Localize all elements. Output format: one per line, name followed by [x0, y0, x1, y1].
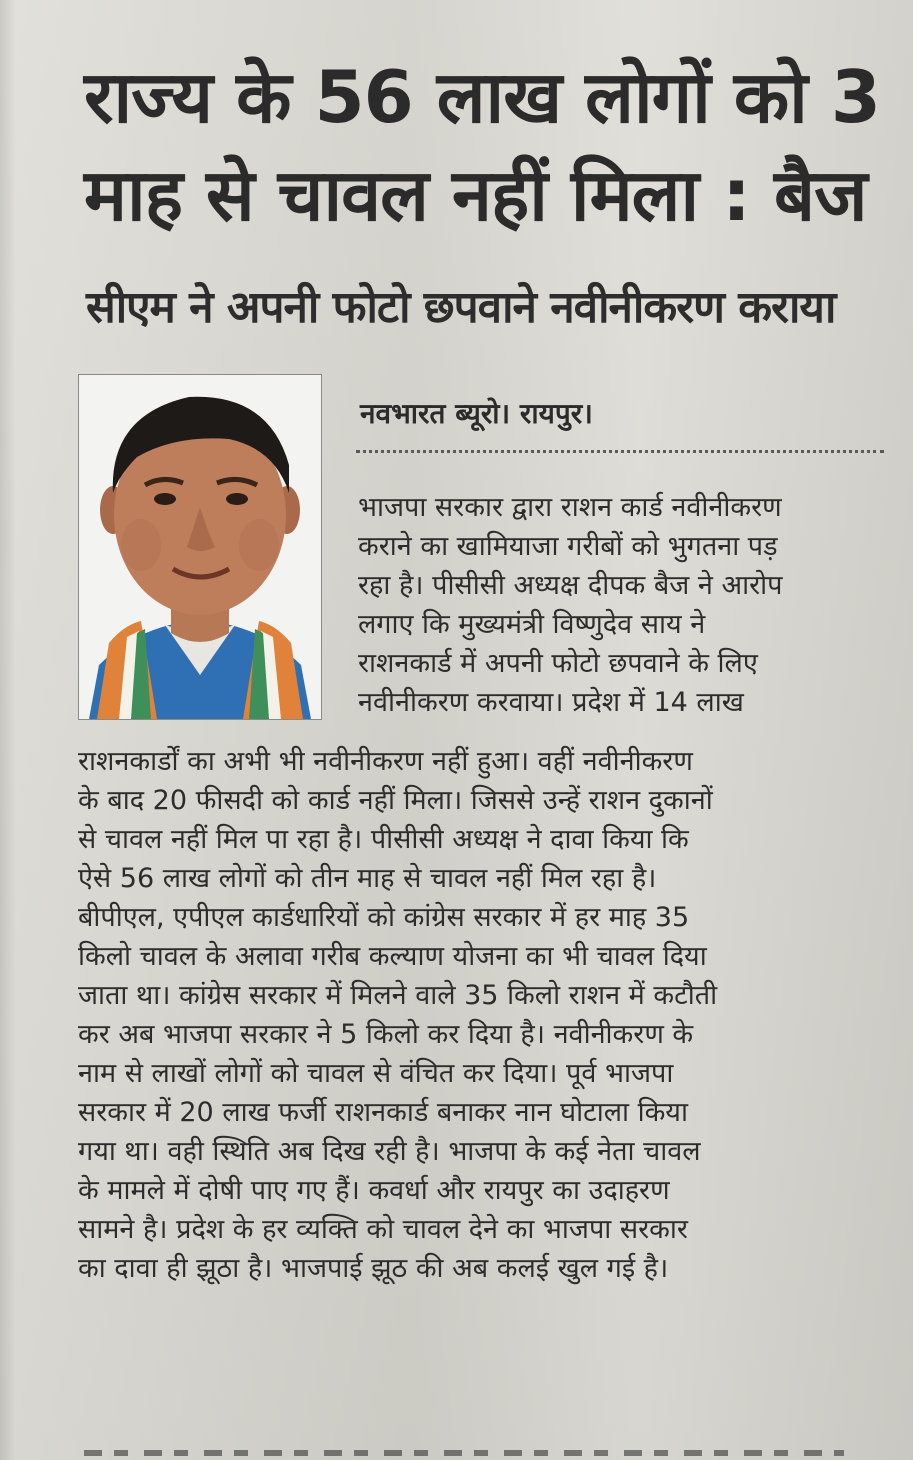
body-line: के बाद 20 फीसदी को कार्ड नहीं मिला। जिससे उन्हें राशन दुकानों — [78, 785, 713, 816]
portrait-photo — [78, 374, 322, 720]
headline-line-2: माह से चावल नहीं मिला : बैज — [84, 153, 867, 237]
paper-edge-shadow — [0, 0, 16, 1460]
body-line: के मामले में दोषी पाए गए हैं। कवर्धा और रायपुर का उदाहरण — [78, 1175, 670, 1206]
headline-line-1: राज्य के 56 लाख लोगों को 3 — [84, 55, 880, 139]
body-line: गया था। वही स्थिति अब दिख रही है। भाजपा के कई नेता चावल — [78, 1136, 701, 1167]
body-line: बीपीएल, एपीएल कार्डधारियों को कांग्रेस सरकार में हर माह 35 — [78, 902, 690, 933]
cut-off-next-line — [84, 1438, 844, 1460]
body-line: सामने है। प्रदेश के हर व्यक्ति को चावल देने का भाजपा सरकार — [78, 1214, 688, 1245]
article-body-column-wide — [78, 742, 886, 1288]
body-line: जाता था। कांग्रेस सरकार में मिलने वाले 35 किलो राशन में कटौती — [78, 980, 718, 1011]
body-line: कराने का खामियाजा गरीबों को भुगतना पड़ — [358, 531, 778, 562]
body-line: कर अब भाजपा सरकार ने 5 किलो कर दिया है। नवीनीकरण के — [78, 1019, 694, 1050]
body-line: ऐसे 56 लाख लोगों को तीन माह से चावल नहीं मिल रहा है। — [78, 863, 657, 894]
body-line: का दावा ही झूठा है। भाजपाई झूठ की अब कलई खुल गई है। — [78, 1253, 669, 1284]
body-line: लगाए कि मुख्यमंत्री विष्णुदेव साय ने — [358, 609, 706, 640]
byline: नवभारत ब्यूरो। रायपुर। — [360, 397, 593, 430]
person-portrait-illustration — [79, 375, 321, 719]
article-body-column-narrow — [358, 488, 886, 722]
body-line: रहा है। पीसीसी अध्यक्ष दीपक बैज ने आरोप — [358, 570, 783, 601]
subheadline: सीएम ने अपनी फोटो छपवाने नवीनीकरण कराया — [86, 282, 836, 333]
body-line: से चावल नहीं मिल पा रहा है। पीसीसी अध्यक्ष ने दावा किया कि — [78, 824, 689, 855]
body-line: राशनकार्डों का अभी भी नवीनीकरण नहीं हुआ। वहीं नवीनीकरण — [78, 746, 693, 777]
dotted-divider — [356, 450, 884, 453]
body-line: नाम से लाखों लोगों को चावल से वंचित कर दिया। पूर्व भाजपा — [78, 1058, 674, 1089]
body-line: नवीनीकरण करवाया। प्रदेश में 14 लाख — [358, 687, 744, 718]
body-line: किलो चावल के अलावा गरीब कल्याण योजना का भी चावल दिया — [78, 941, 707, 972]
body-line: भाजपा सरकार द्वारा राशन कार्ड नवीनीकरण — [358, 492, 782, 523]
body-line: सरकार में 20 लाख फर्जी राशनकार्ड बनाकर नान घोटाला किया — [78, 1097, 688, 1128]
body-line: राशनकार्ड में अपनी फोटो छपवाने के लिए — [358, 648, 758, 679]
